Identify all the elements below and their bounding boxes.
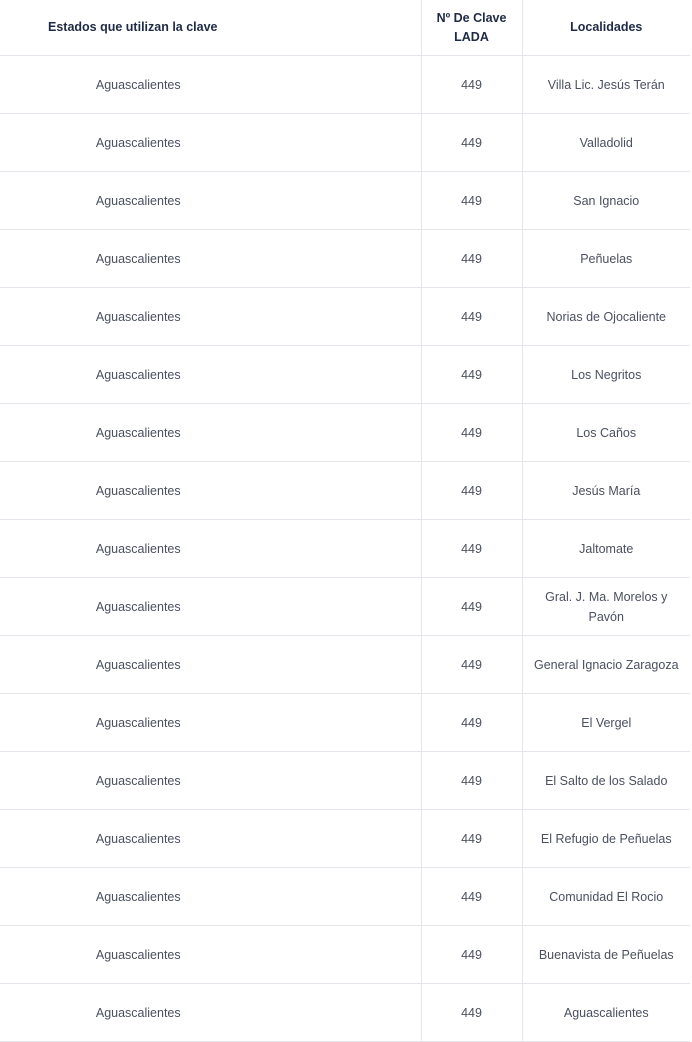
table-row [0,56,690,114]
table-row [0,346,690,404]
cell-localidad: Los Negritos [522,346,690,404]
cell-clave: 449 [421,462,522,520]
cell-estado: Aguascalientes [0,288,421,346]
table-row [0,752,690,810]
table-row [0,578,690,636]
cell-estado: Aguascalientes [0,404,421,462]
cell-localidad: Peñuelas [522,230,690,288]
cell-estado: Aguascalientes [0,578,421,636]
cell-clave: 449 [421,636,522,694]
table-row [0,694,690,752]
cell-estado: Aguascalientes [0,694,421,752]
cell-localidad: Jesús María [522,462,690,520]
cell-clave: 449 [421,984,522,1042]
cell-estado: Aguascalientes [0,984,421,1042]
cell-clave: 449 [421,694,522,752]
header-localidades: Localidades [522,0,690,56]
cell-localidad: El Refugio de Peñuelas [522,810,690,868]
cell-localidad: Gral. J. Ma. Morelos y Pavón [522,578,690,636]
table-row [0,172,690,230]
cell-estado: Aguascalientes [0,462,421,520]
cell-localidad: Los Caños [522,404,690,462]
cell-localidad: Comunidad El Rocio [522,868,690,926]
cell-clave: 449 [421,578,522,636]
cell-estado: Aguascalientes [0,636,421,694]
table-row [0,984,690,1042]
header-clave [421,0,522,56]
cell-estado: Aguascalientes [0,926,421,984]
header-clave-line2: LADA [454,29,489,44]
cell-estado: Aguascalientes [0,114,421,172]
header-estado: Estados que utilizan la clave [0,0,421,56]
cell-clave: 449 [421,56,522,114]
cell-localidad: El Vergel [522,694,690,752]
cell-estado: Aguascalientes [0,810,421,868]
cell-localidad: Aguascalientes [522,984,690,1042]
table-row [0,462,690,520]
cell-localidad: Norias de Ojocaliente [522,288,690,346]
cell-clave: 449 [421,114,522,172]
cell-localidad: Villa Lic. Jesús Terán [522,56,690,114]
cell-estado: Aguascalientes [0,346,421,404]
cell-clave: 449 [421,868,522,926]
table-row [0,230,690,288]
cell-localidad: Buenavista de Peñuelas [522,926,690,984]
cell-estado: Aguascalientes [0,230,421,288]
table-row [0,288,690,346]
header-row [0,0,690,56]
table-header [0,0,690,56]
cell-estado: Aguascalientes [0,520,421,578]
cell-estado: Aguascalientes [0,172,421,230]
table-body [0,56,690,1042]
cell-estado: Aguascalientes [0,868,421,926]
cell-estado: Aguascalientes [0,752,421,810]
cell-clave: 449 [421,172,522,230]
cell-clave: 449 [421,288,522,346]
header-clave-line1: Nº De Clave [436,10,507,25]
cell-clave: 449 [421,404,522,462]
cell-clave: 449 [421,346,522,404]
cell-localidad: San Ignacio [522,172,690,230]
table-row [0,114,690,172]
table-row [0,810,690,868]
cell-localidad: Jaltomate [522,520,690,578]
table-row [0,520,690,578]
cell-localidad: Valladolid [522,114,690,172]
cell-clave: 449 [421,520,522,578]
table-row [0,868,690,926]
cell-clave: 449 [421,926,522,984]
cell-clave: 449 [421,752,522,810]
cell-localidad: General Ignacio Zaragoza [522,636,690,694]
cell-clave: 449 [421,810,522,868]
cell-clave: 449 [421,230,522,288]
cell-localidad: El Salto de los Salado [522,752,690,810]
table-row [0,926,690,984]
cell-estado: Aguascalientes [0,56,421,114]
table-row [0,404,690,462]
table-row [0,636,690,694]
